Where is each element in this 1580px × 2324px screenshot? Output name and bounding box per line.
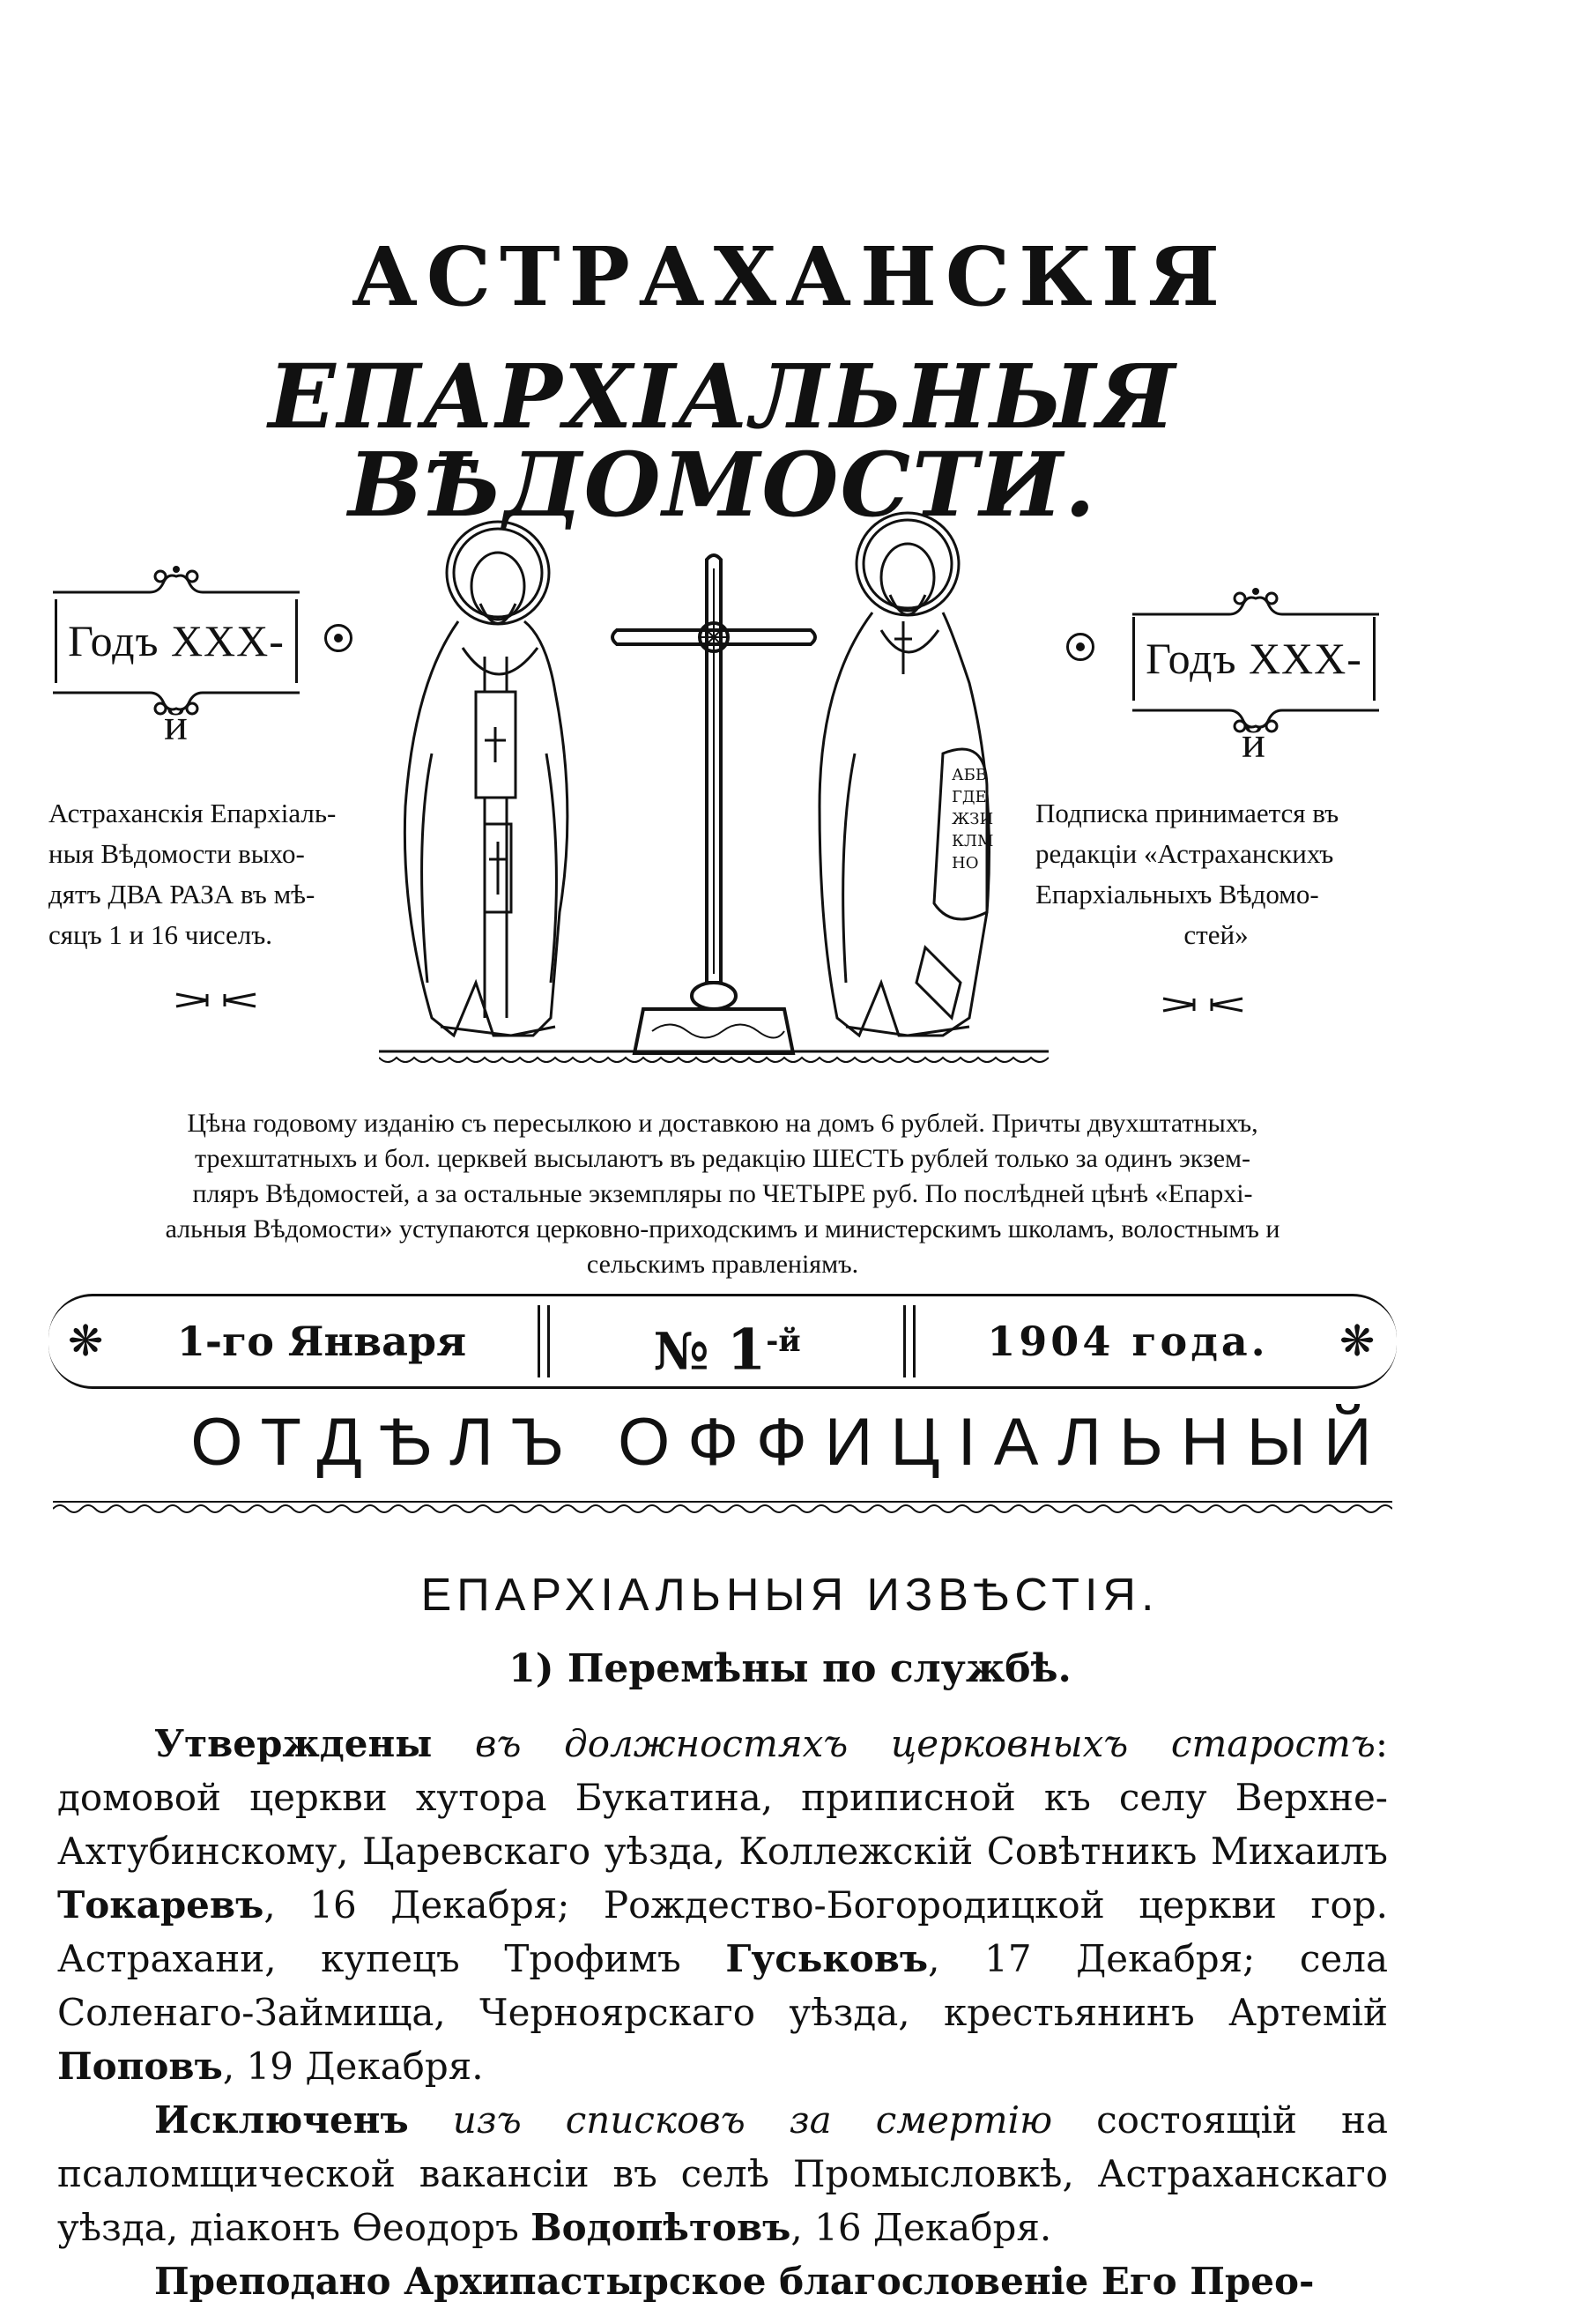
- arrow-ornament-icon: [172, 987, 260, 1021]
- bullet-ornament-icon: [324, 624, 352, 652]
- saints-and-cross-engraving: [379, 489, 1049, 1071]
- section-title: ОТДѢЛЪ ОФФИЦІАЛЬНЫЙ: [190, 1405, 1390, 1480]
- scroll-lettering: ЖЗИ: [952, 810, 994, 828]
- cross-figure: [612, 555, 815, 1053]
- star-ornament-icon: ❋: [68, 1317, 104, 1366]
- star-ornament-icon: ❋: [1339, 1317, 1376, 1366]
- subsection-title: ЕПАРХІАЛЬНЫЯ ИЗВѢСТІЯ.: [420, 1570, 1160, 1621]
- divider: [538, 1305, 550, 1377]
- scroll-lettering: КЛМ: [952, 832, 994, 850]
- arrow-ornament-icon: [1159, 991, 1247, 1025]
- scroll-ornament-icon: [44, 686, 308, 721]
- scroll-lettering: ГДЕ: [952, 788, 987, 806]
- paragraph-2: Исключенъ изъ списковъ за смертію состоящій на псаломщической вакансіи въ селѣ Промысловкѣ, Астраханскаго уѣзда, діаконъ Ѳеодоръ Водопѣтовъ, 16 Декабря.: [57, 2098, 1388, 2249]
- left-saint-figure: [404, 522, 567, 1036]
- issue-bar: [48, 1294, 1397, 1389]
- issue-year: 1904 года.: [987, 1318, 1269, 1365]
- price-note: Цѣна годовому изданію съ пересылкою и доставкою на домъ 6 рублей. Причты двухштатныхъ, трехштатныхъ и бол. церквей высылаютъ въ редакцію ШЕСТЬ рублей только за одинъ экзем- пляръ Вѣдомостей, а за остальные экземпляры по ЧЕТЫРЕ руб. По послѣдней цѣнѣ «Епархі- альныя Вѣдомости» уступаются церковно-приходскимъ и министерскимъ школамъ, волостнымъ и сельскимъ правленіямъ.: [165, 1109, 1280, 1279]
- left-note: Астраханскія Епархіаль- ныя Вѣдомости выхо- дятъ ДВА РАЗА въ мѣ- сяцъ 1 и 16 чиселъ.: [48, 798, 337, 950]
- issue-date: 1-го Января: [176, 1318, 467, 1365]
- year-box-left: Годъ XXX-й: [55, 599, 298, 683]
- scroll-lettering: НО: [952, 854, 979, 872]
- paragraph-3: Преподано Архипастырское благословеніе Его Прео-: [154, 2260, 1315, 2303]
- year-box-right: Годъ XXX-й: [1132, 617, 1376, 701]
- scroll-lettering: АБВ: [952, 766, 988, 784]
- bullet-ornament-icon: [1066, 633, 1094, 661]
- masthead-line-2: ЕПАРХІАЛЬНЫЯ ВѢДОМОСТИ.: [268, 345, 1177, 537]
- wavy-rule: [53, 1498, 1392, 1514]
- divider: [903, 1305, 916, 1377]
- scroll-ornament-icon: [1124, 703, 1388, 739]
- body-text: [57, 1717, 1388, 2308]
- right-note: Подписка принимается въ редакціи «Астраханскихъ Епархіальныхъ Вѣдомо- стей»: [1035, 798, 1339, 950]
- scroll-ornament-icon: [44, 564, 308, 599]
- subsection-item: 1) Перемѣны по службѣ.: [508, 1646, 1072, 1691]
- scroll-ornament-icon: [1124, 586, 1388, 621]
- issue-number: № $1^{-й}$: [653, 1317, 801, 1384]
- paragraph-1: Утверждены въ должностяхъ церковныхъ старостъ: домовой церкви хутора Букатина, приписной къ селу Верхне-Ахтубинскому, Царевскаго уѣзда, Коллежскій Совѣтникъ Михаилъ Токаревъ, 16 Декабря; Рождество-Богородицкой церкви гор. Астрахани, купецъ Трофимъ Гуськовъ, 17 Декабря; села Соленаго-Займища, Черноярскаго уѣзда, крестьянинъ Артемій Поповъ, 19 Декабря.: [57, 1722, 1388, 2088]
- masthead-line-1: АСТРАХАНСКІЯ: [351, 229, 1229, 324]
